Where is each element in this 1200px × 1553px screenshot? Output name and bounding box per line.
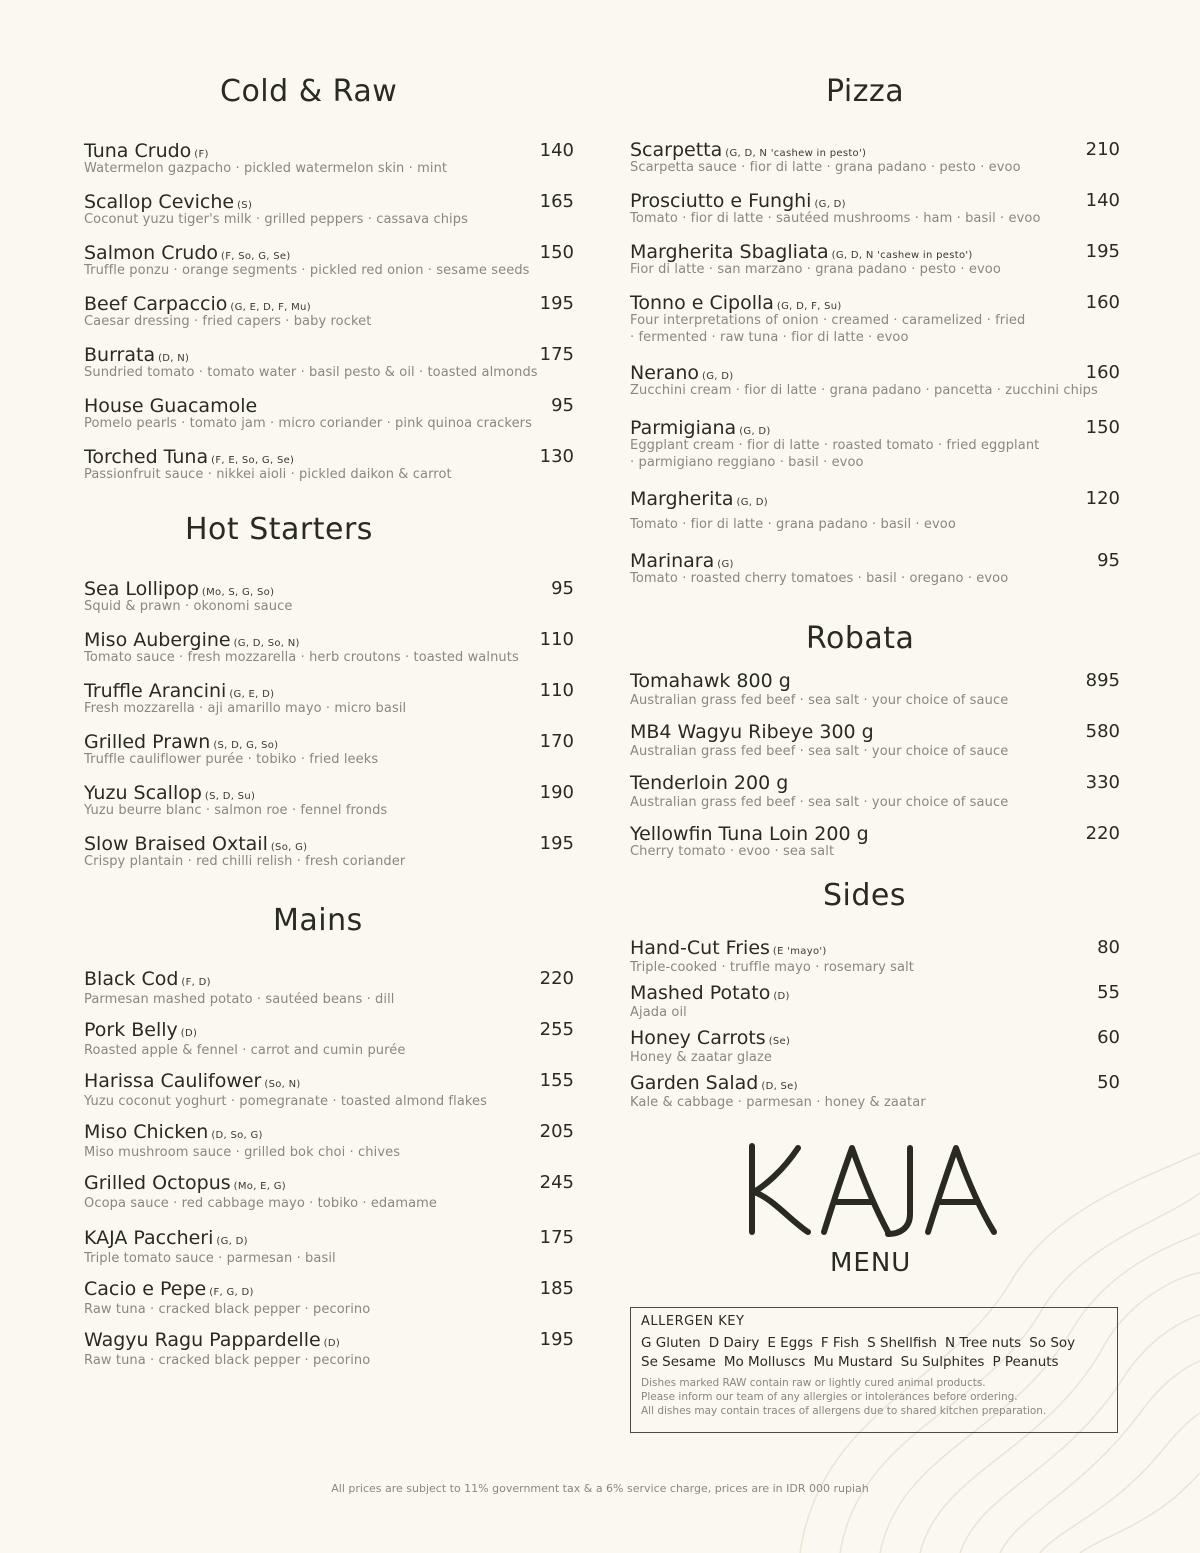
allergen-code: So Soy — [1029, 1335, 1076, 1351]
kaja-logo — [738, 1140, 1008, 1240]
menu-item-allergens: (G, D) — [702, 371, 734, 382]
menu-item-name: Marinara — [630, 550, 715, 572]
menu-item-price: 150 — [539, 242, 574, 263]
menu-item — [84, 1172, 574, 1211]
menu-item-description: Truffle ponzu · orange segments · pickled red onion · sesame seeds — [84, 263, 530, 278]
menu-item-allergens: (D, N) — [158, 353, 190, 364]
menu-item-name: Hand-Cut Fries — [630, 937, 770, 959]
menu-item-description: Crispy plantain · red chilli relish · fresh coriander — [84, 854, 406, 869]
menu-item-name: Tenderloin 200 g — [630, 772, 789, 794]
allergen-key-title: ALLERGEN KEY — [641, 1314, 745, 1329]
menu-item-description: Sundried tomato · tomato water · basil pesto & oil · toasted almonds — [84, 365, 538, 380]
menu-item-name: Burrata — [84, 344, 156, 366]
menu-item-price: 195 — [539, 833, 574, 854]
menu-item-allergens: (So, N) — [264, 1079, 301, 1090]
menu-item-description: Miso mushroom sauce · grilled bok choi · chives — [84, 1145, 401, 1160]
menu-item-description: Ajada oil — [630, 1005, 687, 1020]
menu-item-allergens: (G, D) — [216, 1236, 248, 1247]
menu-item-allergens: (D) — [323, 1338, 341, 1349]
menu-item — [630, 488, 1120, 532]
section-title-hot-starters: Hot Starters — [185, 512, 373, 547]
menu-item-allergens: (F, G, D) — [209, 1287, 254, 1298]
allergen-key-box — [630, 1307, 1118, 1433]
menu-item — [84, 344, 574, 380]
menu-item-allergens: (F, So, G, Se) — [221, 251, 291, 262]
allergen-code: P Peanuts — [992, 1354, 1059, 1370]
menu-item-allergens: (S, D, Su) — [204, 791, 256, 802]
allergen-code: F Fish — [820, 1335, 860, 1351]
menu-item-allergens: (G, E, D, F, Mu) — [230, 302, 311, 313]
allergen-code: S Shellfish — [867, 1335, 937, 1351]
menu-item — [630, 823, 1120, 859]
menu-item-description: Scarpetta sauce · fior di latte · grana padano · pesto · evoo — [630, 160, 1021, 175]
menu-item-price: 155 — [539, 1070, 574, 1091]
menu-item-price: 110 — [539, 629, 574, 650]
menu-item-price: 150 — [1085, 417, 1120, 438]
menu-item-description: Kale & cabbage · parmesan · honey & zaatar — [630, 1095, 926, 1110]
menu-item-name: Scallop Ceviche — [84, 191, 235, 213]
menu-item — [630, 982, 1120, 1020]
menu-item-name: KAJA Paccheri — [84, 1227, 214, 1249]
allergen-note: Dishes marked RAW contain raw or lightly cured animal products. — [641, 1377, 986, 1389]
menu-item-name: Black Cod — [84, 968, 179, 990]
menu-item — [84, 191, 574, 227]
menu-item-description: Fresh mozzarella · aji amarillo mayo · micro basil — [84, 701, 407, 716]
menu-item — [84, 1019, 574, 1058]
menu-item-allergens: (S) — [237, 200, 253, 211]
menu-item-name: Miso Aubergine — [84, 629, 231, 651]
menu-item-name: Beef Carpaccio — [84, 293, 228, 315]
menu-item — [84, 680, 574, 716]
allergen-code: E Eggs — [767, 1335, 813, 1351]
menu-item-description: Yuzu coconut yoghurt · pomegranate · toasted almond flakes — [84, 1094, 488, 1109]
menu-item-allergens: (D, Se) — [761, 1081, 798, 1092]
section-title-mains: Mains — [273, 903, 363, 938]
menu-item-price: 175 — [539, 344, 574, 365]
menu-item-name: Margherita Sbagliata — [630, 241, 829, 263]
menu-item — [84, 293, 574, 329]
menu-item-name: Wagyu Ragu Pappardelle — [84, 1329, 321, 1351]
menu-item-description: Eggplant cream · fior di latte · roasted tomato · fried eggplant — [630, 438, 1040, 453]
menu-item — [630, 670, 1120, 708]
menu-item-price: 220 — [539, 968, 574, 989]
menu-item — [84, 446, 574, 482]
menu-item-price: 330 — [1085, 772, 1120, 793]
menu-item-description: Australian grass fed beef · sea salt · your choice of sauce — [630, 744, 1009, 759]
menu-item — [630, 417, 1120, 470]
menu-item-price: 210 — [1085, 139, 1120, 160]
menu-item — [630, 550, 1120, 586]
menu-item-allergens: (G, D) — [814, 199, 846, 210]
menu-item-name: Nerano — [630, 362, 700, 384]
menu-item — [84, 833, 574, 869]
menu-item-price: 55 — [1097, 982, 1120, 1003]
allergen-code: N Tree nuts — [944, 1335, 1022, 1351]
menu-item-description: Tomato · fior di latte · grana padano · basil · evoo — [630, 517, 956, 532]
menu-item-name: Garden Salad — [630, 1072, 759, 1094]
menu-item — [84, 629, 574, 665]
menu-item-price: 110 — [539, 680, 574, 701]
menu-item-price: 50 — [1097, 1072, 1120, 1093]
menu-item-allergens: (So, G) — [270, 842, 308, 853]
menu-item-description: Tomato · fior di latte · sautéed mushrooms · ham · basil · evoo — [630, 211, 1041, 226]
menu-item-description: Pomelo pearls · tomato jam · micro coriander · pink quinoa crackers — [84, 416, 533, 431]
menu-item-description: Yuzu beurre blanc · salmon roe · fennel fronds — [84, 803, 388, 818]
menu-item-price: 95 — [551, 395, 574, 416]
menu-item-description: Honey & zaatar glaze — [630, 1050, 773, 1065]
menu-item-name: Slow Braised Oxtail — [84, 833, 268, 855]
menu-item-price: 170 — [539, 731, 574, 752]
menu-item-allergens: (G, D) — [736, 497, 768, 508]
menu-item-name: Yellowfin Tuna Loin 200 g — [630, 823, 869, 845]
menu-item-name: Grilled Prawn — [84, 731, 211, 753]
menu-item-price: 580 — [1085, 721, 1120, 742]
menu-item — [84, 782, 574, 818]
allergen-notes — [641, 1376, 1107, 1418]
menu-item — [630, 362, 1120, 398]
menu-item-allergens: (G, D, N 'cashew in pesto') — [725, 148, 867, 159]
menu-item — [84, 1278, 574, 1317]
menu-item — [630, 292, 1120, 345]
section-title-pizza: Pizza — [826, 74, 905, 109]
menu-item-description: Raw tuna · cracked black pepper · pecorino — [84, 1302, 371, 1317]
menu-item-description: Zucchini cream · fior di latte · grana padano · pancetta · zucchini chips — [630, 383, 1098, 398]
menu-item-name: MB4 Wagyu Ribeye 300 g — [630, 721, 874, 743]
menu-item-name: Prosciutto e Funghi — [630, 190, 812, 212]
menu-item — [84, 1329, 574, 1368]
allergen-key-row-2 — [641, 1354, 1107, 1370]
menu-item-description: Truffle cauliflower purée · tobiko · fried leeks — [84, 752, 379, 767]
menu-item — [630, 139, 1120, 175]
menu-item-price: 160 — [1085, 362, 1120, 383]
menu-item-description: Four interpretations of onion · creamed · caramelized · fried — [630, 313, 1026, 328]
menu-item-description: Triple tomato sauce · parmesan · basil — [84, 1251, 336, 1266]
menu-item-name: Tuna Crudo — [84, 140, 192, 162]
section-title-sides: Sides — [823, 878, 907, 913]
menu-item-allergens: (G, E, D) — [229, 689, 275, 700]
allergen-note: All dishes may contain traces of allergens due to shared kitchen preparation. — [641, 1405, 1047, 1417]
menu-item — [84, 242, 574, 278]
menu-item — [84, 140, 574, 176]
menu-item-price: 95 — [1097, 550, 1120, 571]
menu-item-price: 140 — [539, 140, 574, 161]
menu-item-name: Tomahawk 800 g — [630, 670, 791, 692]
menu-item-description: Australian grass fed beef · sea salt · your choice of sauce — [630, 693, 1009, 708]
menu-item-description: Raw tuna · cracked black pepper · pecorino — [84, 1353, 371, 1368]
menu-item-price: 895 — [1085, 670, 1120, 691]
menu-item-name: Pork Belly — [84, 1019, 178, 1041]
menu-item-allergens: (Se) — [768, 1036, 791, 1047]
menu-item-price: 95 — [551, 578, 574, 599]
menu-item-price: 195 — [539, 1329, 574, 1350]
menu-item-description: Watermelon gazpacho · pickled watermelon skin · mint — [84, 161, 448, 176]
allergen-key-row-1 — [641, 1335, 1107, 1351]
section-title-robata: Robata — [806, 621, 915, 656]
menu-item-description: Passionfruit sauce · nikkei aioli · pickled daikon & carrot — [84, 467, 452, 482]
menu-item-description: Squid & prawn · okonomi sauce — [84, 599, 293, 614]
menu-item-description: Caesar dressing · fried capers · baby rocket — [84, 314, 372, 329]
menu-item-name: Grilled Octopus — [84, 1172, 231, 1194]
menu-item-allergens: (Mo, E, G) — [233, 1181, 286, 1192]
menu-item — [630, 772, 1120, 810]
allergen-code: G Gluten — [641, 1335, 701, 1351]
allergen-code: Mu Mustard — [813, 1354, 893, 1370]
allergen-note: Please inform our team of any allergies or intolerances before ordering. — [641, 1391, 1018, 1403]
menu-item-description: Triple-cooked · truffle mayo · rosemary salt — [630, 960, 914, 975]
menu-item-description: · parmigiano reggiano · basil · evoo — [630, 455, 864, 470]
menu-item-allergens: (G, D) — [739, 426, 771, 437]
menu-item-name: Miso Chicken — [84, 1121, 209, 1143]
allergen-code: D Dairy — [708, 1335, 760, 1351]
menu-item-name: Torched Tuna — [84, 446, 209, 468]
menu-item-allergens: (G, D, F, Su) — [776, 301, 842, 312]
menu-item-price: 195 — [539, 293, 574, 314]
menu-item-price: 245 — [539, 1172, 574, 1193]
menu-item-allergens: (D) — [773, 991, 790, 1002]
menu-item — [630, 1027, 1120, 1065]
menu-item-allergens: (F) — [194, 149, 209, 160]
menu-item-name: Scarpetta — [630, 139, 723, 161]
menu-item-allergens: (Mo, S, G, So) — [201, 587, 275, 598]
menu-item-name: Parmigiana — [630, 417, 737, 439]
menu-item-description: Ocopa sauce · red cabbage mayo · tobiko · edamame — [84, 1196, 438, 1211]
menu-item-price: 185 — [539, 1278, 574, 1299]
menu-item — [84, 395, 574, 431]
menu-item-allergens: (F, D) — [181, 977, 211, 988]
menu-item-description: Tomato sauce · fresh mozzarella · herb croutons · toasted walnuts — [84, 650, 519, 665]
menu-item-description: Roasted apple & fennel · carrot and cumin purée — [84, 1043, 406, 1058]
menu-item — [630, 1072, 1120, 1110]
menu-item — [84, 1227, 574, 1266]
menu-item-price: 220 — [1085, 823, 1120, 844]
menu-item-description: Australian grass fed beef · sea salt · your choice of sauce — [630, 795, 1009, 810]
menu-item-allergens: (D) — [180, 1028, 198, 1039]
menu-item-allergens: (G, D, So, N) — [233, 638, 300, 649]
menu-item-allergens: (F, E, So, G, Se) — [211, 455, 295, 466]
menu-item — [84, 1121, 574, 1160]
menu-item-allergens: (G) — [717, 559, 734, 570]
menu-item-name: Truffle Arancini — [84, 680, 227, 702]
menu-item-description: Parmesan mashed potato · sautéed beans · dill — [84, 992, 395, 1007]
menu-item-price: 165 — [539, 191, 574, 212]
menu-item — [630, 190, 1120, 226]
menu-item-allergens: (E 'mayo') — [772, 946, 827, 957]
menu-item — [630, 241, 1120, 277]
allergen-code: Se Sesame — [641, 1354, 716, 1370]
menu-item — [630, 937, 1120, 975]
menu-item-price: 140 — [1085, 190, 1120, 211]
menu-item-description: · fermented · raw tuna · fior di latte · evoo — [630, 330, 909, 345]
menu-item-name: Salmon Crudo — [84, 242, 219, 264]
menu-subtitle: MENU — [830, 1248, 912, 1278]
menu-item-description: Cherry tomato · evoo · sea salt — [630, 844, 835, 859]
menu-item-name: Tonno e Cipolla — [630, 292, 774, 314]
menu-item — [630, 721, 1120, 759]
menu-item — [84, 731, 574, 767]
menu-item-name: Yuzu Scallop — [84, 782, 202, 804]
menu-item-allergens: (S, D, G, So) — [213, 740, 279, 751]
menu-item-price: 160 — [1085, 292, 1120, 313]
menu-item-name: House Guacamole — [84, 395, 258, 417]
menu-item-price: 60 — [1097, 1027, 1120, 1048]
menu-item — [84, 1070, 574, 1109]
menu-item-price: 205 — [539, 1121, 574, 1142]
menu-item — [84, 968, 574, 1007]
menu-item-name: Cacio e Pepe — [84, 1278, 207, 1300]
menu-item-allergens: (D, So, G) — [211, 1130, 263, 1141]
menu-item-name: Honey Carrots — [630, 1027, 766, 1049]
allergen-code: Su Sulphites — [900, 1354, 985, 1370]
menu-item-name: Mashed Potato — [630, 982, 771, 1004]
menu-item-price: 120 — [1085, 488, 1120, 509]
menu-item-price: 255 — [539, 1019, 574, 1040]
section-title-cold-raw: Cold & Raw — [220, 74, 398, 109]
menu-item-price: 130 — [539, 446, 574, 467]
menu-item-name: Sea Lollipop — [84, 578, 199, 600]
menu-item-price: 175 — [539, 1227, 574, 1248]
menu-item-description: Fior di latte · san marzano · grana padano · pesto · evoo — [630, 262, 1001, 277]
menu-item-allergens: (G, D, N 'cashew in pesto') — [831, 250, 973, 261]
menu-item-name: Margherita — [630, 488, 734, 510]
menu-item-description: Tomato · roasted cherry tomatoes · basil · oregano · evoo — [630, 571, 1009, 586]
menu-item-name: Harissa Caulifower — [84, 1070, 262, 1092]
allergen-code: Mo Molluscs — [723, 1354, 806, 1370]
menu-item-price: 195 — [1085, 241, 1120, 262]
menu-item-price: 80 — [1097, 937, 1120, 958]
footer-price-note: All prices are subject to 11% government tax & a 6% service charge, prices are in IDR 000 rupiah — [331, 1482, 869, 1495]
menu-item-price: 190 — [539, 782, 574, 803]
menu-item — [84, 578, 574, 614]
menu-item-description: Coconut yuzu tiger's milk · grilled peppers · cassava chips — [84, 212, 468, 227]
